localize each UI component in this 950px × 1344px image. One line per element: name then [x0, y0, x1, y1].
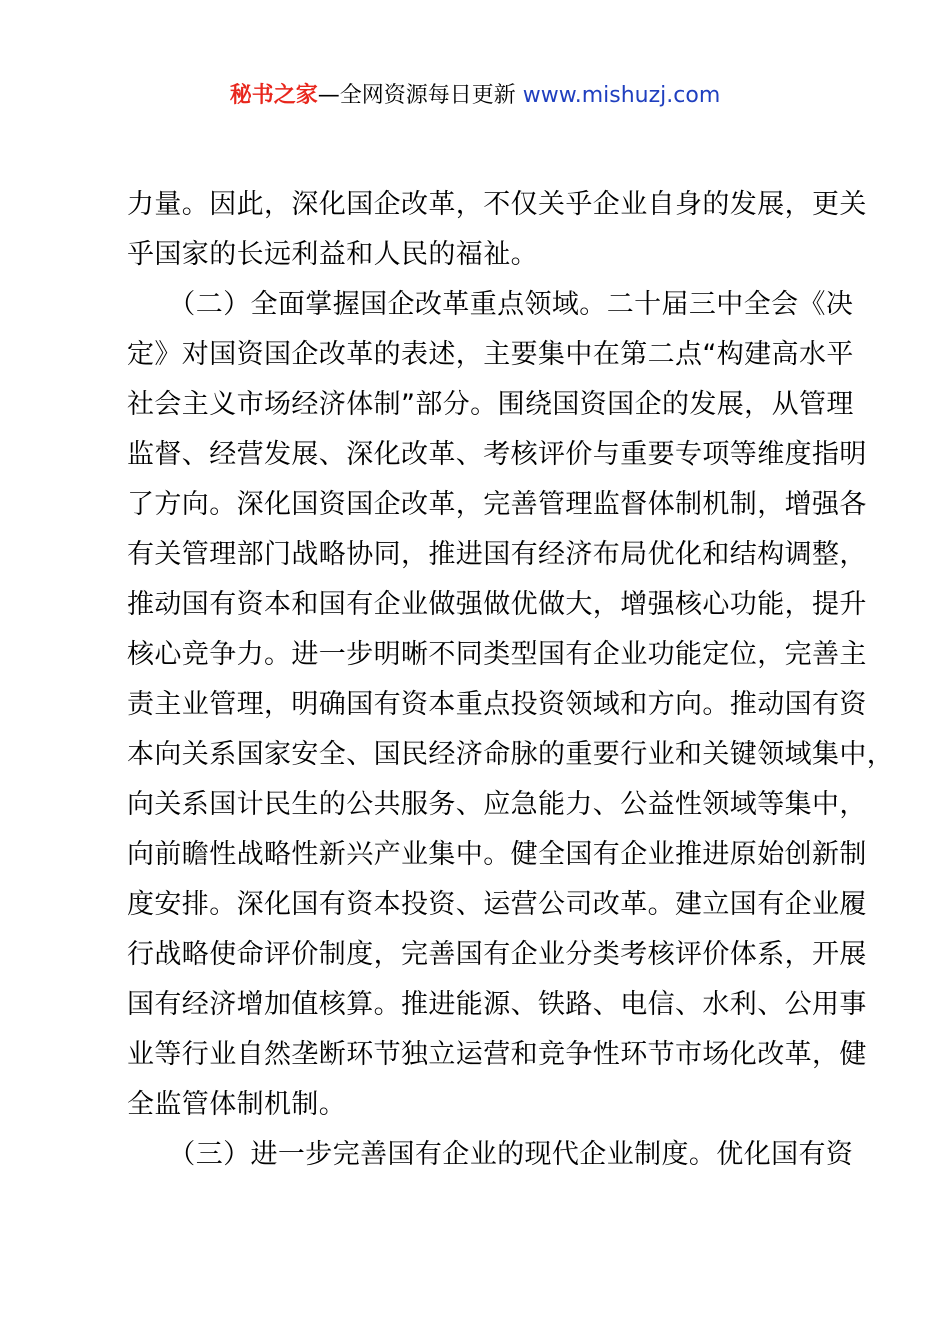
text-line: 业等行业自然垄断环节独立运营和竞争性环节市场化改革，健 [127, 1039, 867, 1070]
text-line: 了方向。深化国资国企改革，完善管理监督体制机制，增强各 [127, 489, 867, 520]
text-line: 度安排。深化国有资本投资、运营公司改革。建立国有企业履 [127, 889, 867, 920]
text-line: （三）进一步完善国有企业的现代企业制度。优化国有资 [127, 1139, 854, 1170]
text-line: 力量。因此，深化国企改革，不仅关乎企业自身的发展，更关 [127, 189, 867, 220]
header-tagline: —全网资源每日更新 [317, 83, 516, 108]
brand-name: 秘书之家 [229, 83, 318, 108]
text-line: 本向关系国家安全、国民经济命脉的重要行业和关键领域集中， [127, 739, 895, 770]
text-line: 监督、经营发展、深化改革、考核评价与重要专项等维度指明 [127, 439, 867, 470]
text-line: 向前瞻性战略性新兴产业集中。健全国有企业推进原始创新制 [127, 839, 867, 870]
site-header [0, 80, 950, 112]
document-body [127, 180, 895, 1180]
text-line: 行战略使命评价制度，完善国有企业分类考核评价体系，开展 [127, 939, 867, 970]
site-url-link[interactable]: www.mishuzj.com [522, 83, 721, 108]
text-line: 责主业管理，明确国有资本重点投资领域和方向。推动国有资 [127, 689, 867, 720]
text-line: 定》对国资国企改革的表述，主要集中在第二点“构建高水平 [127, 339, 854, 370]
text-line: 乎国家的长远利益和人民的福祉。 [127, 239, 538, 270]
text-line: 全监管体制机制。 [127, 1089, 347, 1120]
text-line: 核心竞争力。进一步明晰不同类型国有企业功能定位，完善主 [127, 639, 867, 670]
text-line: 国有经济增加值核算。推进能源、铁路、电信、水利、公用事 [127, 989, 867, 1020]
text-line: 有关管理部门战略协同，推进国有经济布局优化和结构调整， [127, 539, 867, 570]
text-line: 向关系国计民生的公共服务、应急能力、公益性领域等集中， [127, 789, 867, 820]
text-line: 社会主义市场经济体制”部分。围绕国资国企的发展，从管理 [127, 389, 854, 420]
text-line: （二）全面掌握国企改革重点领域。二十届三中全会《决 [127, 289, 854, 320]
text-line: 推动国有资本和国有企业做强做优做大，增强核心功能，提升 [127, 589, 867, 620]
